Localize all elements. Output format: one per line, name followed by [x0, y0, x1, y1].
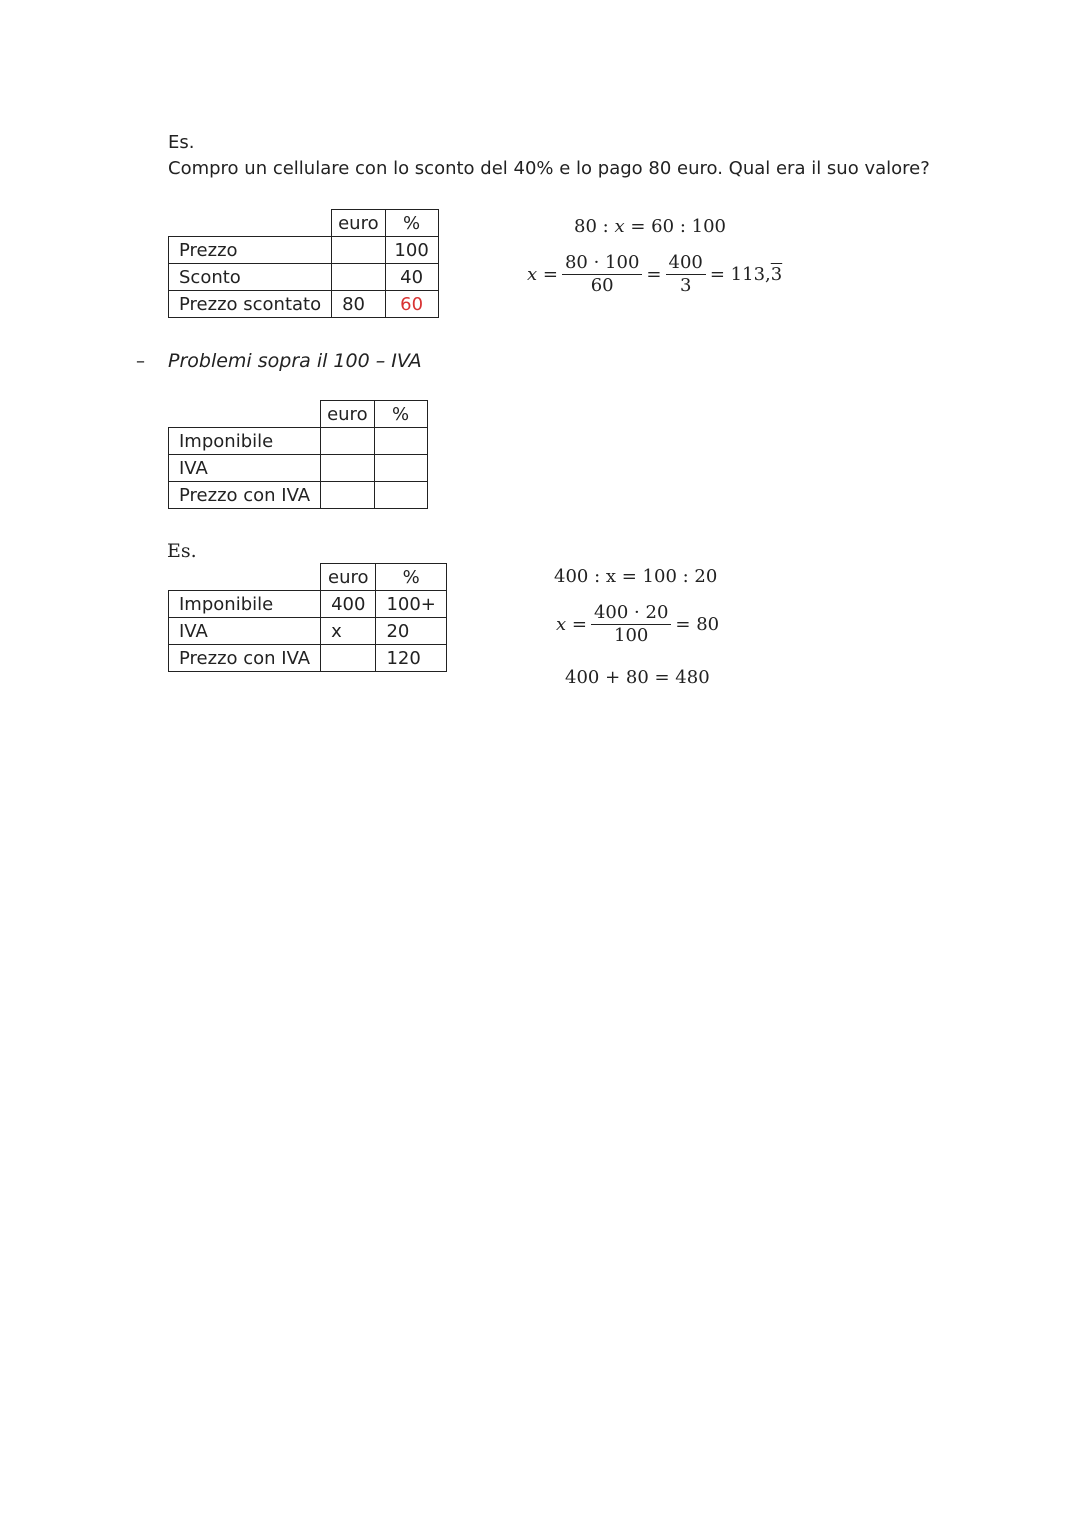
header-euro: euro — [332, 210, 386, 237]
row-euro: x — [321, 618, 376, 645]
example-label: Es. — [168, 132, 195, 153]
header-euro: euro — [321, 401, 375, 428]
header-percent: % — [376, 564, 446, 591]
fraction: $\frac{80 \cdot 100}{60}$ — [562, 252, 642, 297]
header-percent: % — [385, 210, 438, 237]
header-euro: euro — [321, 564, 376, 591]
row-euro: 400 — [321, 591, 376, 618]
row-euro — [332, 264, 386, 291]
row-label: Prezzo — [169, 237, 332, 264]
iva-example-table — [168, 563, 447, 672]
problem-text: Compro un cellulare con lo sconto del 40% e lo pago 80 euro. Qual era il suo valore? — [168, 158, 930, 179]
header-percent: % — [374, 401, 427, 428]
table-row — [169, 618, 447, 645]
fraction: $\frac{400 \cdot 20}{100}$ — [591, 602, 671, 647]
table-row — [169, 291, 439, 318]
row-label: Prezzo con IVA — [169, 645, 321, 672]
table-row — [169, 428, 428, 455]
table-row — [169, 645, 447, 672]
row-label: Sconto — [169, 264, 332, 291]
table-row — [169, 482, 428, 509]
fraction: $\frac{400}{3}$ — [666, 252, 706, 297]
row-percent: 120 — [376, 645, 446, 672]
solution-1: x = $\frac{80 \cdot 100}{60}$ = $\frac{400}{3}$ = 113, 3 — [527, 252, 783, 296]
section-title: Problemi sopra il 100 – IVA — [168, 350, 422, 372]
row-euro: 80 — [332, 291, 386, 318]
discount-table — [168, 209, 439, 318]
row-label: IVA — [169, 455, 321, 482]
row-label: Prezzo con IVA — [169, 482, 321, 509]
example-label: Es. — [167, 540, 197, 562]
row-euro — [321, 645, 376, 672]
repeating-digit: 3 — [770, 264, 783, 285]
solution-2: x = $\frac{400 \cdot 20}{100}$ = 80 — [556, 602, 720, 646]
row-percent: 40 — [385, 264, 438, 291]
table-row — [169, 237, 439, 264]
table-row — [169, 591, 447, 618]
row-label: Imponibile — [169, 428, 321, 455]
row-euro — [332, 237, 386, 264]
row-label: Prezzo scontato — [169, 291, 332, 318]
bullet-dash: – — [136, 351, 145, 372]
row-percent: 20 — [376, 618, 446, 645]
row-percent: 100 — [385, 237, 438, 264]
sum-result: 400 + 80 = 480 — [565, 667, 710, 688]
row-label: IVA — [169, 618, 321, 645]
proportion-2: 400 : x = 100 : 20 — [554, 566, 718, 587]
table-row — [169, 455, 428, 482]
proportion-1: 80 : x = 60 : 100 — [574, 216, 726, 237]
row-percent: 100+ — [376, 591, 446, 618]
table-row — [169, 264, 439, 291]
iva-template-table — [168, 400, 428, 509]
row-percent-highlight: 60 — [385, 291, 438, 318]
row-label: Imponibile — [169, 591, 321, 618]
